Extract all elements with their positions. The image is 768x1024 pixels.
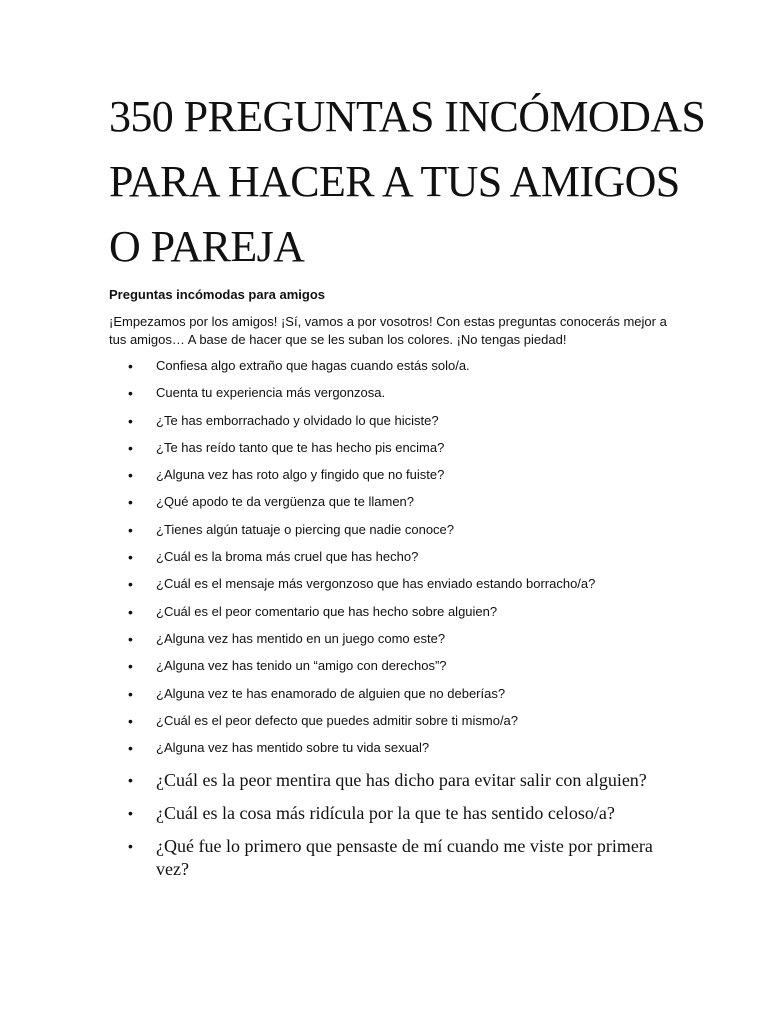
question-text: ¿Cuál es el mensaje más vergonzoso que has enviado estando borracho/a? — [156, 576, 596, 592]
question-text: ¿Alguna vez has mentido sobre tu vida sexual? — [156, 740, 430, 756]
question-text: Cuenta tu experiencia más vergonzosa. — [156, 385, 386, 401]
list-item — [128, 769, 668, 792]
question-text: ¿Alguna vez te has enamorado de alguien que no deberías? — [156, 685, 506, 701]
list-item — [128, 739, 688, 766]
list-item — [128, 357, 688, 384]
list-item — [128, 493, 688, 520]
bullet-icon: • — [128, 521, 133, 538]
list-item — [128, 439, 688, 466]
question-text: ¿Cuál es la peor mentira que has dicho para evitar salir con alguien? — [156, 770, 647, 790]
bullet-icon: • — [128, 740, 133, 757]
question-text: ¿Te has emborrachado y olvidado lo que hiciste? — [156, 412, 439, 428]
question-text: ¿Alguna vez has roto algo y fingido que no fuiste? — [156, 467, 445, 483]
list-item — [128, 835, 668, 881]
bullet-icon: • — [128, 712, 133, 729]
list-item — [128, 384, 688, 411]
bullet-icon: • — [128, 439, 133, 456]
bullet-icon: • — [128, 467, 133, 484]
list-item — [128, 657, 688, 684]
bullet-icon: • — [128, 805, 133, 821]
question-text: ¿Alguna vez has mentido en un juego como este? — [156, 630, 446, 646]
intro-paragraph: ¡Empezamos por los amigos! ¡Sí, vamos a por vosotros! Con estas preguntas conocerás mejor a tus amigos… A base de hacer que se les suban los colores. ¡No tengas piedad! — [109, 314, 667, 347]
bullet-icon: • — [128, 549, 133, 566]
bullet-icon: • — [128, 685, 133, 702]
questions-list-small — [128, 357, 688, 766]
page-title: 350 PREGUNTAS INCÓMODAS PARA HACER A TUS AMIGOS O PAREJA — [109, 92, 706, 271]
list-item — [128, 712, 688, 739]
bullet-icon: • — [128, 603, 133, 620]
questions-list-large — [128, 769, 668, 891]
question-text: Confiesa algo extraño que hagas cuando estás solo/a. — [156, 358, 470, 373]
question-text: ¿Cuál es la cosa más ridícula por la que te has sentido celoso/a? — [156, 803, 615, 823]
bullet-icon: • — [128, 630, 133, 647]
list-item — [128, 466, 688, 493]
bullet-icon: • — [128, 385, 133, 402]
bullet-icon: • — [128, 358, 133, 374]
list-item — [128, 603, 688, 630]
list-item — [128, 412, 688, 439]
question-text: ¿Tienes algún tatuaje o piercing que nadie conoce? — [156, 521, 455, 537]
question-text: ¿Alguna vez has tenido un “amigo con derechos”? — [156, 658, 447, 674]
question-text: ¿Cuál es el peor defecto que puedes admitir sobre ti mismo/a? — [156, 712, 519, 728]
bullet-icon: • — [128, 494, 133, 511]
question-text: ¿Cuál es el peor comentario que has hecho sobre alguien? — [156, 603, 498, 619]
bullet-icon: • — [128, 772, 133, 788]
list-item — [128, 521, 688, 548]
question-text: ¿Qué fue lo primero que pensaste de mí cuando me viste por primera vez? — [156, 836, 653, 879]
list-item — [128, 575, 688, 602]
bullet-icon: • — [128, 658, 133, 675]
question-text: ¿Cuál es la broma más cruel que has hecho? — [156, 549, 419, 565]
question-text: ¿Qué apodo te da vergüenza que te llamen? — [156, 494, 415, 510]
bullet-icon: • — [128, 838, 133, 854]
list-item — [128, 548, 688, 575]
list-item — [128, 802, 668, 825]
bullet-icon: • — [128, 576, 133, 593]
bullet-icon: • — [128, 412, 133, 429]
list-item — [128, 685, 688, 712]
question-text: ¿Te has reído tanto que te has hecho pis encima? — [156, 439, 445, 455]
section-heading: Preguntas incómodas para amigos — [109, 287, 326, 302]
list-item — [128, 630, 688, 657]
